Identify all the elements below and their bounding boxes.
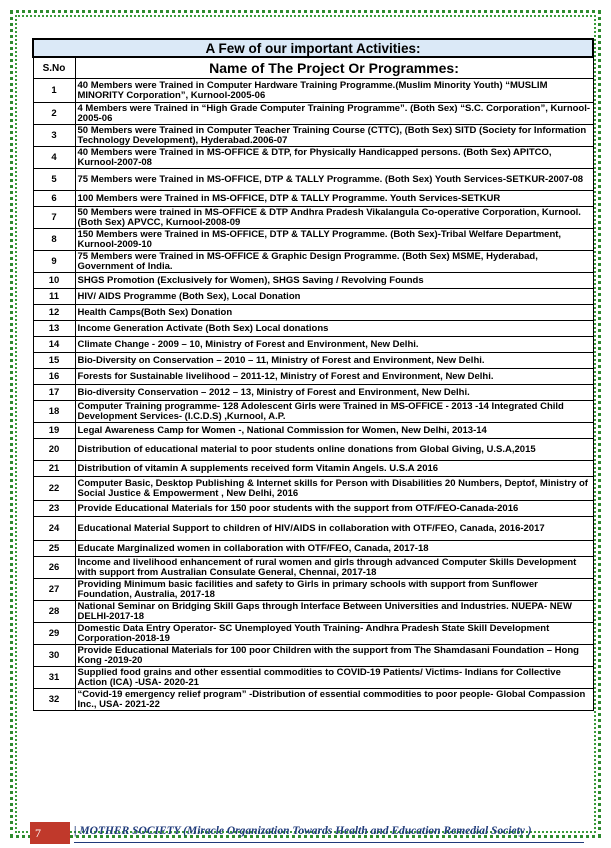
row-description: 50 Members were trained in MS-OFFICE & DTP Andhra Pradesh Vikalangula Co-operative Corporation, Kurnool. (Both Sex) APVCC, Kurnool-2008-09 [75,207,593,229]
row-description: 75 Members were Trained in MS-OFFICE & Graphic Design Programme. (Both Sex) MSME, Hyderabad, Government of India. [75,251,593,273]
table-row [33,501,593,517]
table-row [33,289,593,305]
row-number: 18 [33,401,75,423]
row-number: 14 [33,337,75,353]
table-row [33,251,593,273]
row-description: Computer Basic, Desktop Publishing & Internet skills for Person with Disabilities 20 Numbers, Deptof, Ministry of Social Justice & Empowerment , New Delhi, 2016 [75,477,593,501]
table-row [33,79,593,103]
table-row [33,103,593,125]
row-number: 26 [33,557,75,579]
row-number: 1 [33,79,75,103]
row-number: 28 [33,601,75,623]
table-row [33,229,593,251]
row-description: SHGS Promotion (Exclusively for Women), SHGS Saving / Revolving Founds [75,273,593,289]
row-description: Income and livelihood enhancement of rural women and girls through advanced Computer Skills Development with support from Australian Consulate General, Chennai, 2017-18 [75,557,593,579]
row-number: 30 [33,645,75,667]
table-row [33,667,593,689]
row-description: National Seminar on Bridging Skill Gaps through Interface Between Universities and Industries. NUEPA- NEW DELHI-2017-18 [75,601,593,623]
row-description: 75 Members were Trained in MS-OFFICE, DTP & TALLY Programme. (Both Sex) Youth Services-SETKUR-2007-08 [75,169,593,191]
table-row [33,207,593,229]
row-number: 20 [33,439,75,461]
row-description: Educate Marginalized women in collaboration with OTF/FEO, Canada, 2017-18 [75,541,593,557]
row-description: 150 Members were Trained in MS-OFFICE, DTP & TALLY Programme. (Both Sex)-Tribal Welfare Department, Kurnool-2009-10 [75,229,593,251]
row-number: 13 [33,321,75,337]
row-number: 29 [33,623,75,645]
table-row [33,689,593,711]
row-number: 8 [33,229,75,251]
table-title-row [33,39,593,57]
table-row [33,423,593,439]
row-description: Distribution of educational material to poor students online donations from Global Giving, U.S.A,2015 [75,439,593,461]
table-row [33,623,593,645]
row-number: 27 [33,579,75,601]
footer-rule [74,842,584,843]
table-row [33,125,593,147]
page-footer [30,822,590,844]
row-description: Forests for Sustainable livelihood – 2011-12, Ministry of Forest and Environment, New Delhi. [75,369,593,385]
table-row [33,191,593,207]
table-row [33,477,593,501]
table-row [33,645,593,667]
row-number: 7 [33,207,75,229]
row-number: 16 [33,369,75,385]
row-description: Provide Educational Materials for 100 poor Children with the support from The Shamdasani Foundation – Hong Kong -2019-20 [75,645,593,667]
row-number: 25 [33,541,75,557]
row-description: “Covid-19 emergency relief program” -Distribution of essential commodities to poor people- Global Compassion Inc., USA- 2021-22 [75,689,593,711]
row-description: HIV/ AIDS Programme (Both Sex), Local Donation [75,289,593,305]
row-number: 23 [33,501,75,517]
table-row [33,401,593,423]
activities-section [32,38,592,711]
row-description: Climate Change - 2009 – 10, Ministry of Forest and Environment, New Delhi. [75,337,593,353]
column-header-sno: S.No [33,57,75,79]
row-number: 32 [33,689,75,711]
row-description: Domestic Data Entry Operator- SC Unemployed Youth Training- Andhra Pradesh State Skill Development Corporation-2018-19 [75,623,593,645]
row-description: Distribution of vitamin A supplements received form Vitamin Angels. U.S.A 2016 [75,461,593,477]
table-row [33,385,593,401]
row-number: 21 [33,461,75,477]
page-number: 7 [30,822,70,844]
row-number: 10 [33,273,75,289]
row-description: Computer Training programme- 128 Adolescent Girls were Trained in MS-OFFICE - 2013 -14 Integrated Child Development Services- (I.C.D.S) ,Kurnool, A.P. [75,401,593,423]
table-row [33,169,593,191]
row-number: 6 [33,191,75,207]
row-number: 22 [33,477,75,501]
table-header-row [33,57,593,79]
table-row [33,369,593,385]
table-row [33,579,593,601]
row-number: 15 [33,353,75,369]
table-row [33,353,593,369]
table-row [33,305,593,321]
row-description: Bio-diversity Conservation – 2012 – 13, Ministry of Forest and Environment, New Delhi. [75,385,593,401]
row-number: 24 [33,517,75,541]
table-row [33,321,593,337]
row-description: 4 Members were Trained in “High Grade Computer Training Programme”. (Both Sex) “S.C. Corporation”, Kurnool-2005-06 [75,103,593,125]
row-number: 17 [33,385,75,401]
row-number: 11 [33,289,75,305]
table-row [33,541,593,557]
row-number: 12 [33,305,75,321]
row-description: Bio-Diversity on Conservation – 2010 – 11, Ministry of Forest and Environment, New Delhi. [75,353,593,369]
table-title: A Few of our important Activities: [33,39,593,57]
row-number: 3 [33,125,75,147]
row-number: 9 [33,251,75,273]
row-description: Providing Minimum basic facilities and safety to Girls in primary schools with support from Sunflower Foundation, Australia, 2017-18 [75,579,593,601]
row-number: 4 [33,147,75,169]
table-row [33,337,593,353]
column-header-name: Name of The Project Or Programmes: [75,57,593,79]
row-number: 31 [33,667,75,689]
activities-table [32,38,594,711]
row-description: Income Generation Activate (Both Sex) Local donations [75,321,593,337]
row-description: Legal Awareness Camp for Women -, National Commission for Women, New Delhi, 2013-14 [75,423,593,439]
row-description: 40 Members were Trained in MS-OFFICE & DTP, for Physically Handicapped persons. (Both Sex) APITCO, Kurnool-2007-08 [75,147,593,169]
table-row [33,439,593,461]
row-description: Educational Material Support to children of HIV/AIDS in collaboration with OTF/FEO, Canada, 2016-2017 [75,517,593,541]
row-description: Health Camps(Both Sex) Donation [75,305,593,321]
row-description: 40 Members were Trained in Computer Hardware Training Programme.(Muslim Minority Youth) “MUSLIM MINORITY Corporation”, Kurnool-2005-06 [75,79,593,103]
row-number: 19 [33,423,75,439]
table-row [33,147,593,169]
table-row [33,461,593,477]
row-description: Provide Educational Materials for 150 poor students with the support from OTF/FEO-Canada-2016 [75,501,593,517]
row-number: 5 [33,169,75,191]
footer-organization-name: | MOTHER SOCIETY (Miracle Organization Towards Health and Education Remedial Society ) [74,825,532,837]
row-number: 2 [33,103,75,125]
table-row [33,601,593,623]
table-row [33,273,593,289]
table-row [33,517,593,541]
row-description: Supplied food grains and other essential commodities to COVID-19 Patients/ Victims- Indians for Collective Action (ICA) -USA- 2020-21 [75,667,593,689]
row-description: 100 Members were Trained in MS-OFFICE, DTP & TALLY Programme. Youth Services-SETKUR [75,191,593,207]
row-description: 50 Members were Trained in Computer Teacher Training Course (CTTC), (Both Sex) SITD (Society for Information Technology Development), Hyderabad.2006-07 [75,125,593,147]
table-row [33,557,593,579]
